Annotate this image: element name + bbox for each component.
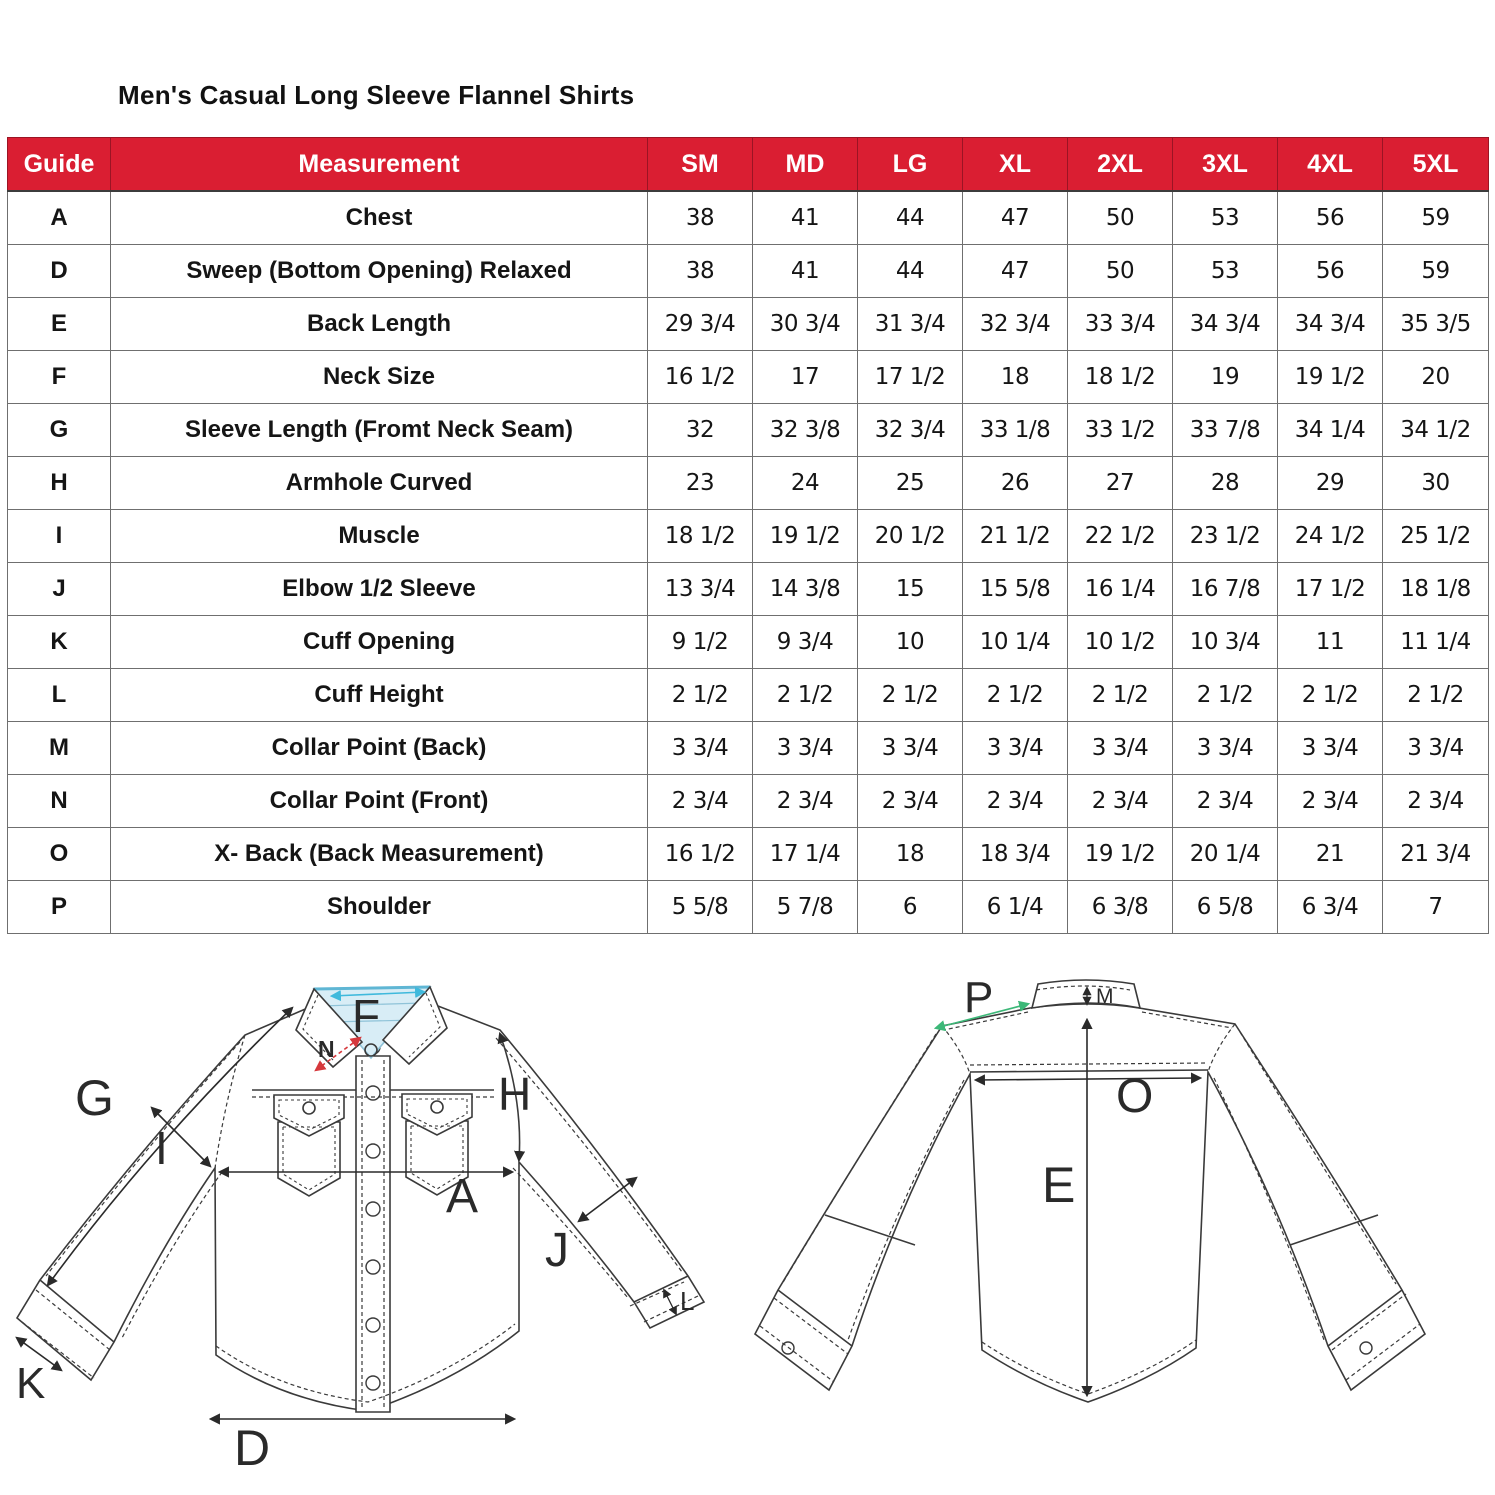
guide-cell: M [8,722,111,775]
value-cell: 32 [648,404,753,457]
label-d: D [234,1420,271,1476]
value-cell: 28 [1173,457,1278,510]
guide-cell: I [8,510,111,563]
measurement-cell: Collar Point (Back) [111,722,648,775]
table-row [8,404,1489,457]
page-title: Men's Casual Long Sleeve Flannel Shirts [118,80,635,110]
value-cell: 29 3/4 [648,298,753,351]
front-shirt-diagram [0,950,740,1495]
value-cell: 16 1/2 [648,351,753,404]
value-cell: 11 [1278,616,1383,669]
table-row [8,191,1489,245]
value-cell: 10 1/4 [963,616,1068,669]
label-l: L [680,1286,695,1316]
value-cell: 19 1/2 [753,510,858,563]
size-table-container [7,137,1488,934]
table-header-row [8,138,1489,192]
back-shirt-diagram [730,950,1495,1495]
guide-cell: A [8,191,111,245]
value-cell: 2 3/4 [1173,775,1278,828]
table-row [8,828,1489,881]
measurement-cell: Neck Size [111,351,648,404]
value-cell: 38 [648,191,753,245]
value-cell: 24 1/2 [1278,510,1383,563]
value-cell: 53 [1173,191,1278,245]
front-shirt-outline [17,987,704,1412]
value-cell: 9 3/4 [753,616,858,669]
value-cell: 22 1/2 [1068,510,1173,563]
value-cell: 30 [1383,457,1489,510]
value-cell: 18 [963,351,1068,404]
measurement-cell: Chest [111,191,648,245]
table-row [8,669,1489,722]
label-o: O [1116,1070,1154,1123]
value-cell: 18 [858,828,963,881]
measurement-cell: Muscle [111,510,648,563]
value-cell: 2 3/4 [1278,775,1383,828]
value-cell: 11 1/4 [1383,616,1489,669]
value-cell: 2 1/2 [963,669,1068,722]
header-guide: Guide [8,138,111,192]
value-cell: 3 3/4 [1278,722,1383,775]
value-cell: 53 [1173,245,1278,298]
value-cell: 2 3/4 [1383,775,1489,828]
value-cell: 23 [648,457,753,510]
value-cell: 32 3/8 [753,404,858,457]
value-cell: 6 [858,881,963,934]
guide-cell: J [8,563,111,616]
value-cell: 3 3/4 [753,722,858,775]
value-cell: 21 1/2 [963,510,1068,563]
guide-cell: H [8,457,111,510]
value-cell: 47 [963,245,1068,298]
guide-cell: F [8,351,111,404]
header-measurement: Measurement [111,138,648,192]
header-md: MD [753,138,858,192]
label-p: P [964,973,994,1022]
value-cell: 59 [1383,191,1489,245]
label-e: E [1042,1157,1076,1213]
value-cell: 34 1/4 [1278,404,1383,457]
table-row [8,510,1489,563]
value-cell: 16 7/8 [1173,563,1278,616]
value-cell: 2 3/4 [858,775,963,828]
value-cell: 5 7/8 [753,881,858,934]
value-cell: 47 [963,191,1068,245]
value-cell: 32 3/4 [858,404,963,457]
header-sm: SM [648,138,753,192]
measurement-cell: Back Length [111,298,648,351]
value-cell: 18 1/8 [1383,563,1489,616]
value-cell: 20 1/2 [858,510,963,563]
value-cell: 44 [858,245,963,298]
value-cell: 56 [1278,245,1383,298]
label-a: A [446,1170,479,1223]
table-row [8,298,1489,351]
value-cell: 33 3/4 [1068,298,1173,351]
table-row [8,616,1489,669]
value-cell: 17 1/2 [858,351,963,404]
value-cell: 2 1/2 [858,669,963,722]
table-row [8,351,1489,404]
value-cell: 3 3/4 [858,722,963,775]
value-cell: 33 1/2 [1068,404,1173,457]
value-cell: 21 [1278,828,1383,881]
value-cell: 34 1/2 [1383,404,1489,457]
value-cell: 21 3/4 [1383,828,1489,881]
header-4xl: 4XL [1278,138,1383,192]
value-cell: 2 1/2 [1068,669,1173,722]
guide-cell: L [8,669,111,722]
shirt-diagrams [0,950,1495,1495]
label-h: H [498,1068,532,1120]
measurement-cell: X- Back (Back Measurement) [111,828,648,881]
measurement-cell: Elbow 1/2 Sleeve [111,563,648,616]
value-cell: 3 3/4 [1173,722,1278,775]
header-2xl: 2XL [1068,138,1173,192]
value-cell: 19 1/2 [1278,351,1383,404]
guide-cell: K [8,616,111,669]
label-f: F [352,990,381,1042]
label-j: J [545,1224,569,1277]
value-cell: 33 1/8 [963,404,1068,457]
back-shirt-outline [755,980,1425,1402]
value-cell: 16 1/2 [648,828,753,881]
guide-cell: G [8,404,111,457]
value-cell: 6 5/8 [1173,881,1278,934]
value-cell: 56 [1278,191,1383,245]
value-cell: 3 3/4 [963,722,1068,775]
header-xl: XL [963,138,1068,192]
value-cell: 2 1/2 [753,669,858,722]
measurement-cell: Cuff Opening [111,616,648,669]
value-cell: 27 [1068,457,1173,510]
value-cell: 19 [1173,351,1278,404]
value-cell: 41 [753,245,858,298]
measurement-cell: Sleeve Length (Fromt Neck Seam) [111,404,648,457]
measurement-cell: Shoulder [111,881,648,934]
value-cell: 13 3/4 [648,563,753,616]
value-cell: 9 1/2 [648,616,753,669]
value-cell: 6 1/4 [963,881,1068,934]
size-table-body [8,191,1489,934]
value-cell: 17 1/2 [1278,563,1383,616]
label-k: K [16,1359,46,1408]
value-cell: 26 [963,457,1068,510]
value-cell: 10 1/2 [1068,616,1173,669]
value-cell: 15 5/8 [963,563,1068,616]
guide-cell: E [8,298,111,351]
value-cell: 33 7/8 [1173,404,1278,457]
value-cell: 16 1/4 [1068,563,1173,616]
label-g: G [75,1070,114,1126]
value-cell: 24 [753,457,858,510]
table-row [8,563,1489,616]
value-cell: 25 [858,457,963,510]
value-cell: 20 [1383,351,1489,404]
value-cell: 18 1/2 [648,510,753,563]
value-cell: 25 1/2 [1383,510,1489,563]
value-cell: 2 3/4 [1068,775,1173,828]
table-row [8,881,1489,934]
value-cell: 6 3/8 [1068,881,1173,934]
value-cell: 2 1/2 [1278,669,1383,722]
value-cell: 31 3/4 [858,298,963,351]
value-cell: 3 3/4 [1068,722,1173,775]
header-lg: LG [858,138,963,192]
value-cell: 35 3/5 [1383,298,1489,351]
header-5xl: 5XL [1383,138,1489,192]
value-cell: 32 3/4 [963,298,1068,351]
value-cell: 38 [648,245,753,298]
value-cell: 15 [858,563,963,616]
value-cell: 3 3/4 [648,722,753,775]
table-row [8,775,1489,828]
label-m: M [1096,985,1114,1008]
value-cell: 17 1/4 [753,828,858,881]
guide-cell: D [8,245,111,298]
size-table [7,137,1489,934]
value-cell: 34 3/4 [1278,298,1383,351]
value-cell: 2 1/2 [1383,669,1489,722]
value-cell: 10 3/4 [1173,616,1278,669]
measurement-cell: Cuff Height [111,669,648,722]
value-cell: 6 3/4 [1278,881,1383,934]
value-cell: 5 5/8 [648,881,753,934]
value-cell: 17 [753,351,858,404]
table-row [8,722,1489,775]
measurement-cell: Collar Point (Front) [111,775,648,828]
value-cell: 2 1/2 [1173,669,1278,722]
value-cell: 29 [1278,457,1383,510]
value-cell: 3 3/4 [1383,722,1489,775]
value-cell: 7 [1383,881,1489,934]
value-cell: 2 3/4 [753,775,858,828]
label-n: N [318,1036,335,1062]
label-i: I [155,1122,168,1174]
measurement-cell: Sweep (Bottom Opening) Relaxed [111,245,648,298]
measurement-cell: Armhole Curved [111,457,648,510]
value-cell: 2 3/4 [648,775,753,828]
guide-cell: P [8,881,111,934]
value-cell: 50 [1068,245,1173,298]
guide-cell: N [8,775,111,828]
value-cell: 19 1/2 [1068,828,1173,881]
value-cell: 2 3/4 [963,775,1068,828]
value-cell: 23 1/2 [1173,510,1278,563]
value-cell: 34 3/4 [1173,298,1278,351]
value-cell: 10 [858,616,963,669]
value-cell: 44 [858,191,963,245]
value-cell: 18 1/2 [1068,351,1173,404]
value-cell: 20 1/4 [1173,828,1278,881]
value-cell: 18 3/4 [963,828,1068,881]
guide-cell: O [8,828,111,881]
header-3xl: 3XL [1173,138,1278,192]
value-cell: 30 3/4 [753,298,858,351]
value-cell: 41 [753,191,858,245]
table-row [8,245,1489,298]
value-cell: 59 [1383,245,1489,298]
table-row [8,457,1489,510]
value-cell: 14 3/8 [753,563,858,616]
value-cell: 50 [1068,191,1173,245]
value-cell: 2 1/2 [648,669,753,722]
